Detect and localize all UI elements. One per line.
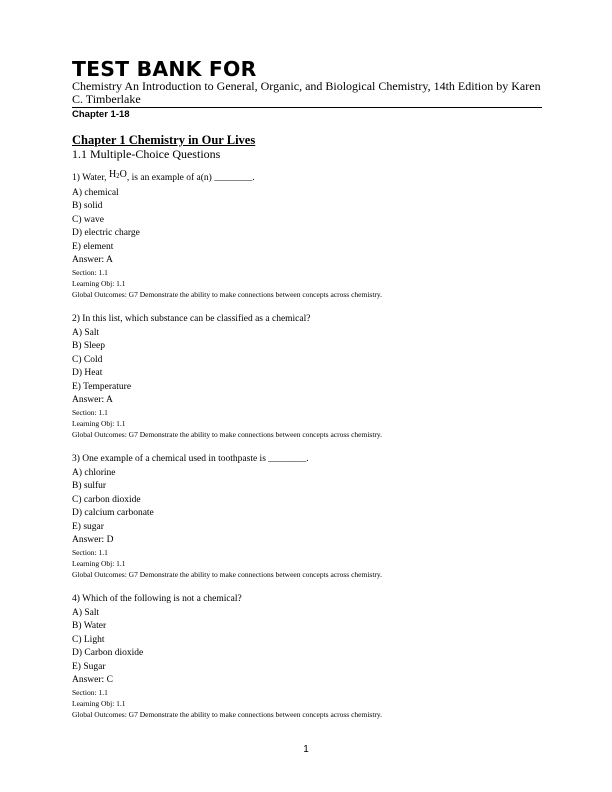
question-stem: 3) One example of a chemical used in toothpaste is ________.	[72, 454, 309, 464]
option: B) solid	[72, 201, 103, 211]
option: A) chlorine	[72, 467, 116, 478]
option: C) carbon dioxide	[72, 494, 141, 505]
water-formula	[109, 169, 127, 180]
global-outcomes: Global Outcomes: G7 Demonstrate the ability to make connections between concepts across chemistry.	[72, 570, 383, 579]
learning-objective: Learning Obj: 1.1	[72, 699, 126, 708]
document-title: TEST BANK FOR	[72, 57, 257, 81]
option: E) element	[72, 241, 114, 252]
question-stem	[72, 171, 542, 187]
question-stem: 2) In this list, which substance can be classified as a chemical?	[72, 314, 311, 324]
question-4	[72, 593, 542, 720]
option: B) Sleep	[72, 341, 105, 351]
option: A) Salt	[72, 327, 100, 338]
option: B) sulfur	[72, 481, 107, 491]
stem-end: , is an example of a(n) ________.	[126, 173, 255, 183]
option: C) Cold	[72, 354, 103, 365]
option: C) Light	[72, 634, 105, 645]
answer: Answer: A	[72, 255, 113, 265]
answer: Answer: D	[72, 535, 114, 545]
learning-objective: Learning Obj: 1.1	[72, 559, 126, 568]
section-ref: Section: 1.1	[72, 688, 108, 697]
chapter-range: Chapter 1-18	[72, 109, 130, 120]
section-ref: Section: 1.1	[72, 408, 108, 417]
stem-start: 1) Water,	[72, 173, 109, 183]
global-outcomes: Global Outcomes: G7 Demonstrate the ability to make connections between concepts across chemistry.	[72, 290, 383, 299]
answer: Answer: C	[72, 675, 113, 685]
option: D) Carbon dioxide	[72, 648, 144, 658]
answer: Answer: A	[72, 395, 113, 405]
option: C) wave	[72, 214, 104, 225]
section-ref: Section: 1.1	[72, 548, 108, 557]
page-content	[72, 58, 542, 720]
option: D) electric charge	[72, 228, 140, 238]
learning-objective: Learning Obj: 1.1	[72, 279, 126, 288]
formula-element-o: O	[119, 169, 127, 180]
option: B) Water	[72, 621, 107, 631]
formula-element-h: H	[108, 169, 117, 180]
option: E) Sugar	[72, 661, 106, 672]
option: D) Heat	[72, 368, 103, 378]
global-outcomes: Global Outcomes: G7 Demonstrate the ability to make connections between concepts across chemistry.	[72, 430, 383, 439]
question-2	[72, 313, 542, 440]
global-outcomes: Global Outcomes: G7 Demonstrate the ability to make connections between concepts across chemistry.	[72, 710, 383, 719]
book-subtitle: Chemistry An Introduction to General, Organic, and Biological Chemistry, 14th Edition by Karen C. Timberlake	[72, 79, 541, 106]
option: A) chemical	[72, 187, 119, 198]
option: A) Salt	[72, 607, 100, 618]
question-1	[72, 171, 542, 300]
learning-objective: Learning Obj: 1.1	[72, 419, 126, 428]
option: E) Temperature	[72, 381, 132, 392]
section-ref: Section: 1.1	[72, 268, 108, 277]
section-heading: 1.1 Multiple-Choice Questions	[72, 147, 221, 161]
header-rule	[72, 107, 542, 108]
formula-subscript: 2	[116, 172, 120, 180]
chapter-heading: Chapter 1 Chemistry in Our Lives	[72, 133, 256, 147]
option: D) calcium carbonate	[72, 508, 154, 518]
page-number: 1	[303, 744, 309, 755]
question-3	[72, 453, 542, 580]
option: E) sugar	[72, 521, 104, 532]
question-stem: 4) Which of the following is not a chemical?	[72, 594, 242, 604]
